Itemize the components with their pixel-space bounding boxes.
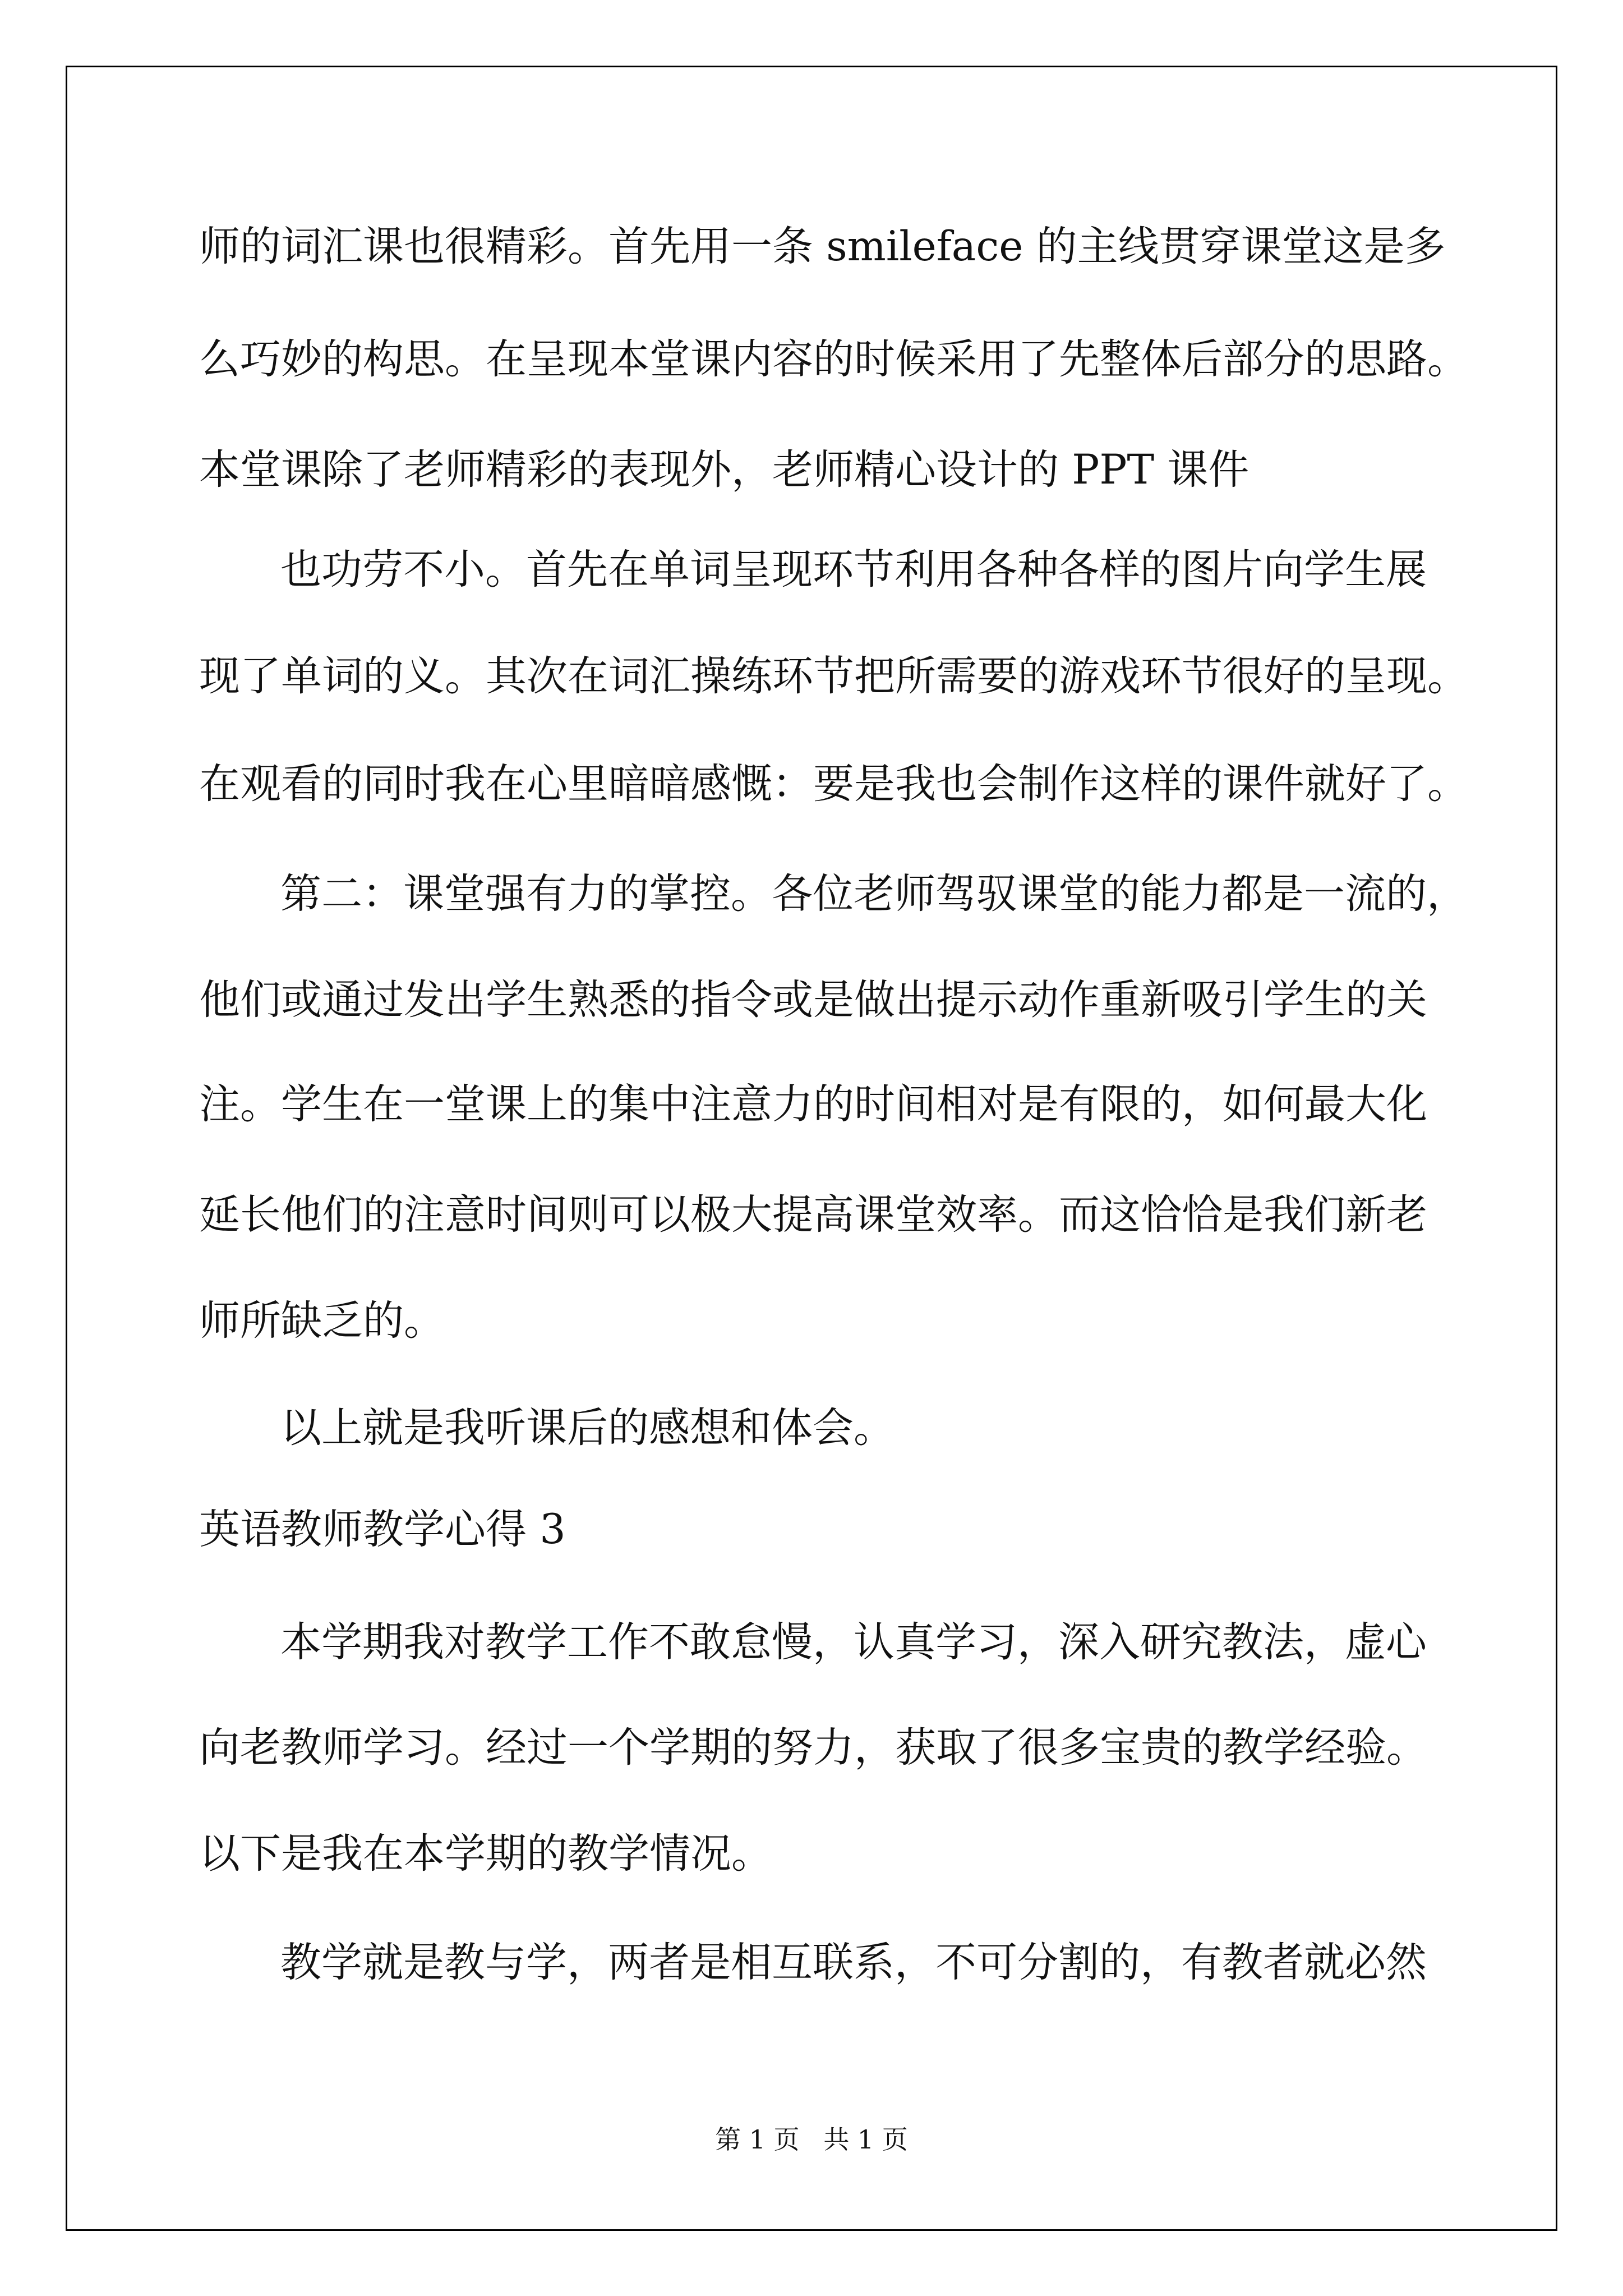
text-line: 注。学生在一堂课上的集中注意力的时间相对是有限的，如何最大化 bbox=[199, 1080, 1427, 1128]
text-line: 以上就是我听课后的感想和体会。 bbox=[280, 1404, 895, 1452]
text-line: 本学期我对教学工作不敢怠慢，认真学习，深入研究教法，虚心 bbox=[280, 1618, 1427, 1666]
text-line: 他们或通过发出学生熟悉的指令或是做出提示动作重新吸引学生的关 bbox=[199, 976, 1427, 1024]
page-number: 第 1 页 bbox=[715, 2124, 800, 2155]
text-line: 么巧妙的构思。在呈现本堂课内容的时候采用了先整体后部分的思路。 bbox=[199, 335, 1468, 383]
text-line: 师所缺乏的。 bbox=[199, 1297, 445, 1345]
page-total: 共 1 页 bbox=[823, 2124, 908, 2155]
text-line: 教学就是教与学，两者是相互联系，不可分割的，有教者就必然 bbox=[280, 1939, 1427, 1986]
text-line: 也功劳不小。首先在单词呈现环节利用各种各样的图片向学生展 bbox=[280, 546, 1427, 593]
text-line: 师的词汇课也很精彩。首先用一条 smileface 的主线贯穿课堂这是多 bbox=[199, 223, 1446, 270]
page-footer bbox=[0, 2123, 1623, 2156]
section-heading: 英语教师教学心得 3 bbox=[199, 1506, 566, 1553]
text-line: 延长他们的注意时间则可以极大提高课堂效率。而这恰恰是我们新老 bbox=[199, 1191, 1427, 1239]
text-line: 以下是我在本学期的教学情况。 bbox=[199, 1830, 772, 1878]
text-line: 向老教师学习。经过一个学期的努力，获取了很多宝贵的教学经验。 bbox=[199, 1724, 1427, 1772]
text-line: 本堂课除了老师精彩的表现外，老师精心设计的 PPT 课件 bbox=[199, 446, 1249, 494]
text-line: 在观看的同时我在心里暗暗感慨：要是我也会制作这样的课件就好了。 bbox=[199, 760, 1468, 808]
text-line: 现了单词的义。其次在词汇操练环节把所需要的游戏环节很好的呈现。 bbox=[199, 652, 1468, 700]
page-border bbox=[66, 66, 1557, 2231]
text-line: 第二：课堂强有力的掌控。各位老师驾驭课堂的能力都是一流的， bbox=[280, 870, 1468, 918]
